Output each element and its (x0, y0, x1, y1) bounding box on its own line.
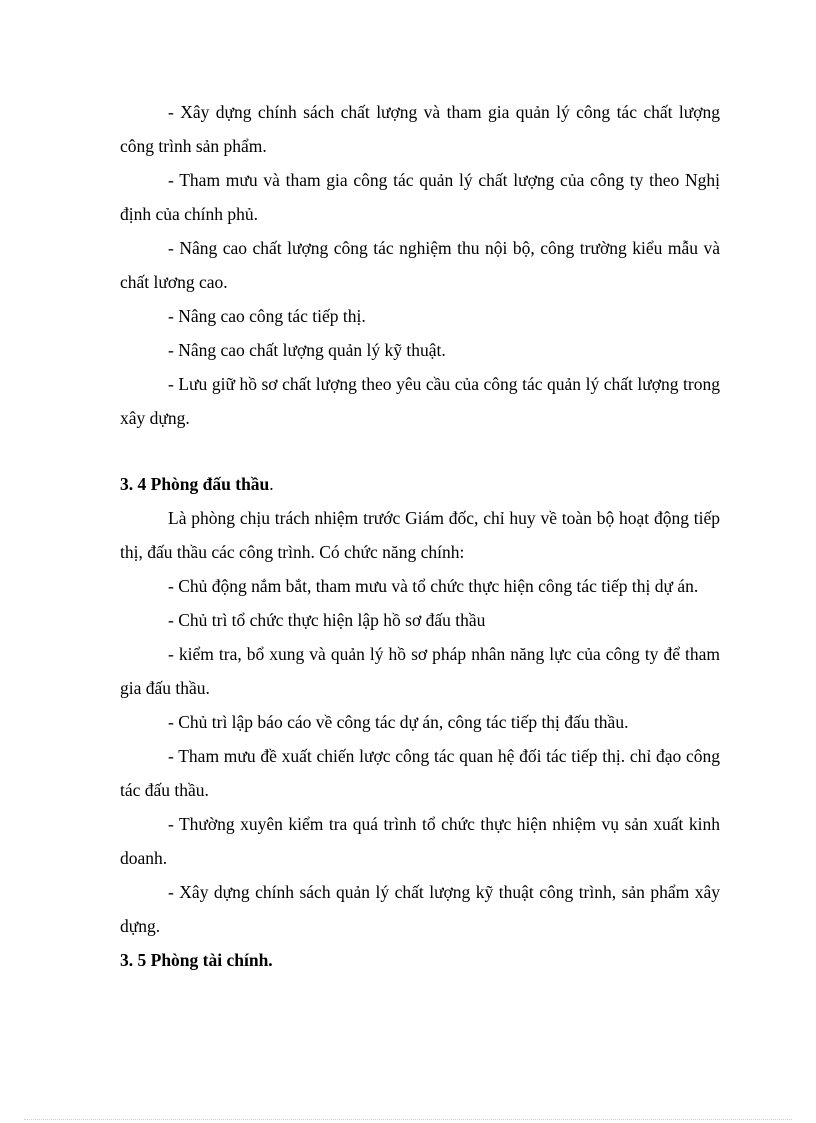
section-gap (120, 435, 720, 467)
section-heading-3-4 (120, 467, 720, 501)
document-page (120, 95, 720, 977)
paragraph: - Chủ trì tổ chức thực hiện lập hồ sơ đấu thầu (168, 610, 486, 630)
paragraph: - Nâng cao công tác tiếp thị. (168, 306, 366, 326)
paragraph: - Tham mưu đề xuất chiến lược công tác quan hệ đối tác tiếp thị. chỉ đạo công tác đấu thầu. (120, 746, 720, 800)
section-heading-3-4-text: 3. 4 Phòng đấu thầu (120, 474, 270, 494)
section-heading-3-4-period: . (269, 474, 274, 494)
paragraph: Là phòng chịu trách nhiệm trước Giám đốc, chỉ huy về toàn bộ hoạt động tiếp thị, đấu thầu các công trình. Có chức năng chính: (120, 508, 720, 562)
paragraph: - Thường xuyên kiểm tra quá trình tổ chức thực hiện nhiệm vụ sản xuất kinh doanh. (120, 814, 720, 868)
paragraph: - Xây dựng chính sách chất lượng và tham gia quản lý công tác chất lượng công trình sản phẩm. (120, 102, 720, 156)
paragraph: - Tham mưu và tham gia công tác quản lý chất lượng của công ty theo Nghị định của chính phủ. (120, 170, 720, 224)
section-heading-3-5: 3. 5 Phòng tài chính. (120, 950, 273, 970)
paragraph: - Chủ động nắm bắt, tham mưu và tổ chức thực hiện công tác tiếp thị dự án. (168, 576, 699, 596)
paragraph: - kiểm tra, bổ xung và quản lý hồ sơ pháp nhân năng lực của công ty để tham gia đấu thầu. (120, 644, 720, 698)
paragraph: - Chủ trì lập báo cáo về công tác dự án, công tác tiếp thị đấu thầu. (168, 712, 629, 732)
paragraph: - Lưu giữ hồ sơ chất lượng theo yêu cầu của công tác quản lý chất lượng trong xây dựng. (120, 374, 720, 428)
paragraph: - Nâng cao chất lượng quản lý kỹ thuật. (168, 340, 446, 360)
paragraph: - Xây dựng chính sách quản lý chất lượng kỹ thuật công trình, sản phẩm xây dựng. (120, 882, 720, 936)
paragraph: - Nâng cao chất lượng công tác nghiệm thu nội bộ, công trường kiểu mẫu và chất lương cao. (120, 238, 720, 292)
page-bottom-divider (24, 1119, 792, 1120)
